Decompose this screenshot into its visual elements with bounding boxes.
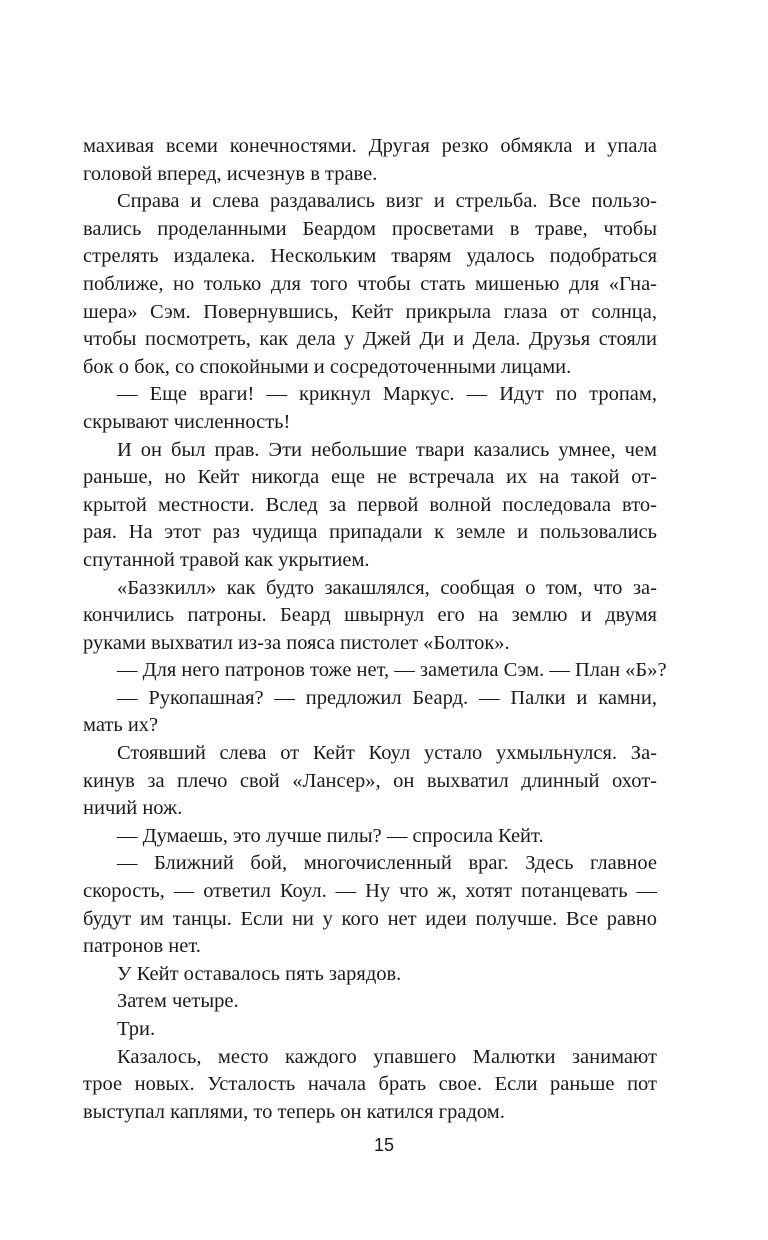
text-line: патронов нет.	[83, 935, 201, 958]
text-line: — Рукопашная? — предложил Беард. — Палки и камни,	[117, 686, 657, 709]
text-line: вались проделанными Беардом просветами в траве, чтобы	[83, 217, 657, 240]
text-line: чтобы посмотреть, как дела у Джей Ди и Дела. Друзья стояли	[83, 328, 657, 351]
text-line: Казалось, место каждого упавшего Малютки занимают	[117, 1045, 657, 1068]
text-line: махивая всеми конечностями. Другая резко обмякла и упала	[83, 135, 657, 157]
text-line: крытой местности. Вслед за первой волной последовала вто-	[83, 493, 657, 516]
text-line: — Для него патронов тоже нет, — заметила Сэм. — План «Б»?	[117, 659, 667, 682]
text-line: раньше, но Кейт никогда еще не встречала их на такой от-	[83, 466, 657, 489]
text-line: спутанной травой как укрытием.	[83, 548, 370, 571]
text-line: будут им танцы. Если ни у кого нет идеи получше. Все равно	[83, 907, 657, 930]
text-line: рая. На этот раз чудища припадали к земле и пользовались	[83, 521, 657, 544]
text-line: У Кейт оставалось пять зарядов.	[117, 962, 402, 985]
text-line: руками выхватил из-за пояса пистолет «Болток».	[83, 631, 510, 654]
text-line: Затем четыре.	[117, 990, 239, 1013]
text-line: стрелять издалека. Нескольким тварям удалось подобраться	[83, 245, 657, 268]
text-line: скрывают численность!	[83, 410, 291, 433]
text-line: поближе, но только для того чтобы стать мишенью для «Гна-	[83, 272, 657, 295]
text-line: — Еще враги! — крикнул Маркус. — Идут по тропам,	[117, 383, 657, 406]
text-line: Стоявший слева от Кейт Коул устало ухмыльнулся. За-	[117, 742, 657, 765]
text-line: Справа и слева раздавались визг и стрельба. Все пользо-	[117, 190, 657, 213]
text-line: скорость, — ответил Коул. — Ну что ж, хотят потанцевать —	[83, 880, 657, 903]
text-line: «Баззкилл» как будто закашлялся, сообщая о том, что за-	[117, 576, 657, 599]
text-line: выступал каплями, то теперь он катился градом.	[83, 1100, 505, 1123]
book-page-text	[83, 133, 667, 1126]
text-line: кончились патроны. Беард швырнул его на землю и двумя	[83, 604, 657, 627]
text-line: — Ближний бой, многочисленный враг. Здесь главное	[117, 852, 657, 875]
text-line: бок о бок, со спокойными и сосредоточенными лицами.	[83, 355, 572, 378]
text-line: трое новых. Усталость начала брать свое. Если раньше пот	[83, 1073, 657, 1096]
text-line: кинув за плечо свой «Лансер», он выхватил длинный охот-	[83, 769, 657, 792]
text-line: И он был прав. Эти небольшие твари казались умнее, чем	[117, 438, 657, 461]
page-number: 15	[373, 1135, 395, 1155]
text-line: — Думаешь, это лучше пилы? — спросила Кейт.	[117, 824, 544, 847]
text-line: ничий нож.	[83, 797, 183, 820]
text-line: Три.	[117, 1018, 156, 1040]
text-line: головой вперед, исчезнув в траве.	[83, 162, 378, 185]
text-line: мать их?	[83, 714, 159, 737]
text-line: шера» Сэм. Повернувшись, Кейт прикрыла глаза от солнца,	[83, 300, 657, 323]
